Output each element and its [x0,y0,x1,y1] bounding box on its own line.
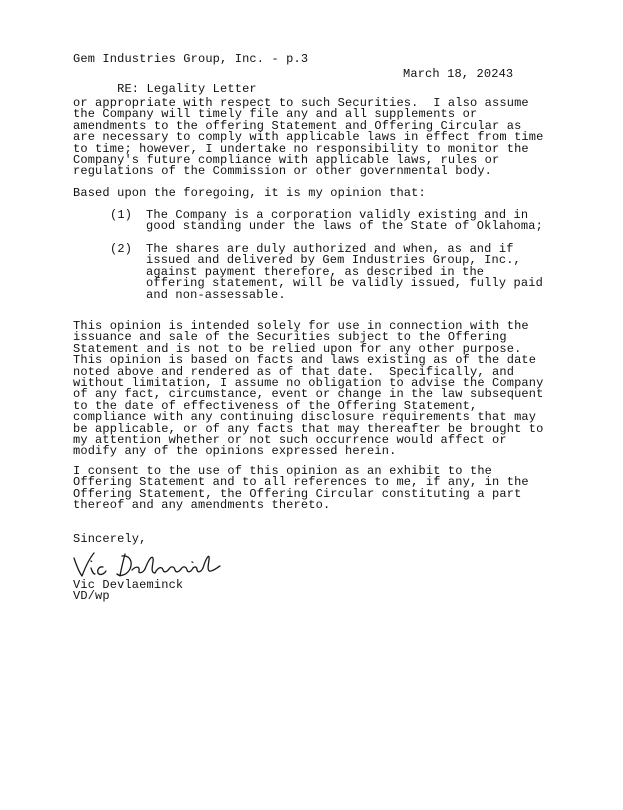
text-line: are necessary to comply with applicable laws in effect from time [73,130,544,145]
text-line: of any fact, circumstance, event or change in the law subsequent [73,387,544,402]
item-text [146,244,556,301]
letter-header [73,52,553,96]
text-line: modify any of the opinions expressed herein. [73,444,397,459]
text-line: to the date of effectiveness of the Offering Statement, [73,398,478,413]
header-re-row [73,67,553,96]
text-line: issuance and sale of the Securities subject to the Offering [73,330,507,345]
closing-salutation [73,534,553,545]
text-line: the Company will timely file any and all supplements or [73,107,478,122]
text-line: This opinion is intended solely for use in connection with the [73,319,529,333]
item-number: (1) [110,208,133,222]
text-line: noted above and rendered as of that date. Specifically, and [73,364,515,379]
signatory-initials: VD/wp [73,589,110,604]
text-line: against payment therefore, as described in the [146,264,485,279]
text-line: to time; however, I undertake no responsibility to monitor the [73,141,529,156]
paragraph-consent [73,466,553,512]
signatory-block [73,580,553,603]
text-line: offering statement, will be validly issued, fully paid [146,276,543,291]
text-line: Statement and is not to be relied upon for any other purpose. [73,341,522,356]
text-line: I consent to the use of this opinion as an exhibit to the [73,464,493,478]
text-line: issued and delivered by Gem Industries Group, Inc., [146,253,521,268]
header-re-line: RE: Legality Letter [117,82,257,96]
paragraph-opinion-intro [73,188,553,199]
text-line: my attention whether or not such occurrence would affect or [73,432,507,447]
text-line: be applicable, or of any facts that may thereafter be brought to [73,421,544,436]
text-line: without limitation, I assume no obligation to advise the Company [73,375,544,390]
header-company-page: Gem Industries Group, Inc. - p.3 [73,52,309,66]
text-line: Offering Statement, the Offering Circular constituting a part [73,486,522,501]
signatory-name: Vic Devlaeminck [73,578,184,592]
text-line: or appropriate with respect to such Securities. I also assume [73,96,529,110]
text-line: Offering Statement and to all references to me, if any, in the [73,475,529,490]
text-line: The Company is a corporation validly existing and in [146,208,529,222]
paragraph-assumptions [73,98,553,178]
text-line: compliance with any continuing disclosure requirements that may [73,410,537,425]
paragraph-purpose [73,321,553,458]
text-line: Company's future compliance with applicable laws, rules or [73,152,500,167]
handwritten-signature [70,546,230,582]
text-line: This opinion is based on facts and laws existing as of the date [73,353,537,368]
text-line: thereof and any amendments thereto. [73,498,331,513]
text-line: The shares are duly authorized and when, as and if [146,242,514,256]
text-line: good standing under the laws of the State of Oklahoma; [146,219,543,234]
salutation: Sincerely, [73,532,147,546]
text-line: and non-assessable. [146,287,286,302]
text-line: regulations of the Commission or other governmental body. [73,164,493,179]
header-date: March 18, 20243 [403,67,514,81]
item-text [146,210,556,233]
item-number: (2) [110,242,133,256]
text-line: amendments to the offering Statement and Offering Circular as [73,118,522,133]
text-line: Based upon the foregoing, it is my opinion that: [73,186,426,200]
